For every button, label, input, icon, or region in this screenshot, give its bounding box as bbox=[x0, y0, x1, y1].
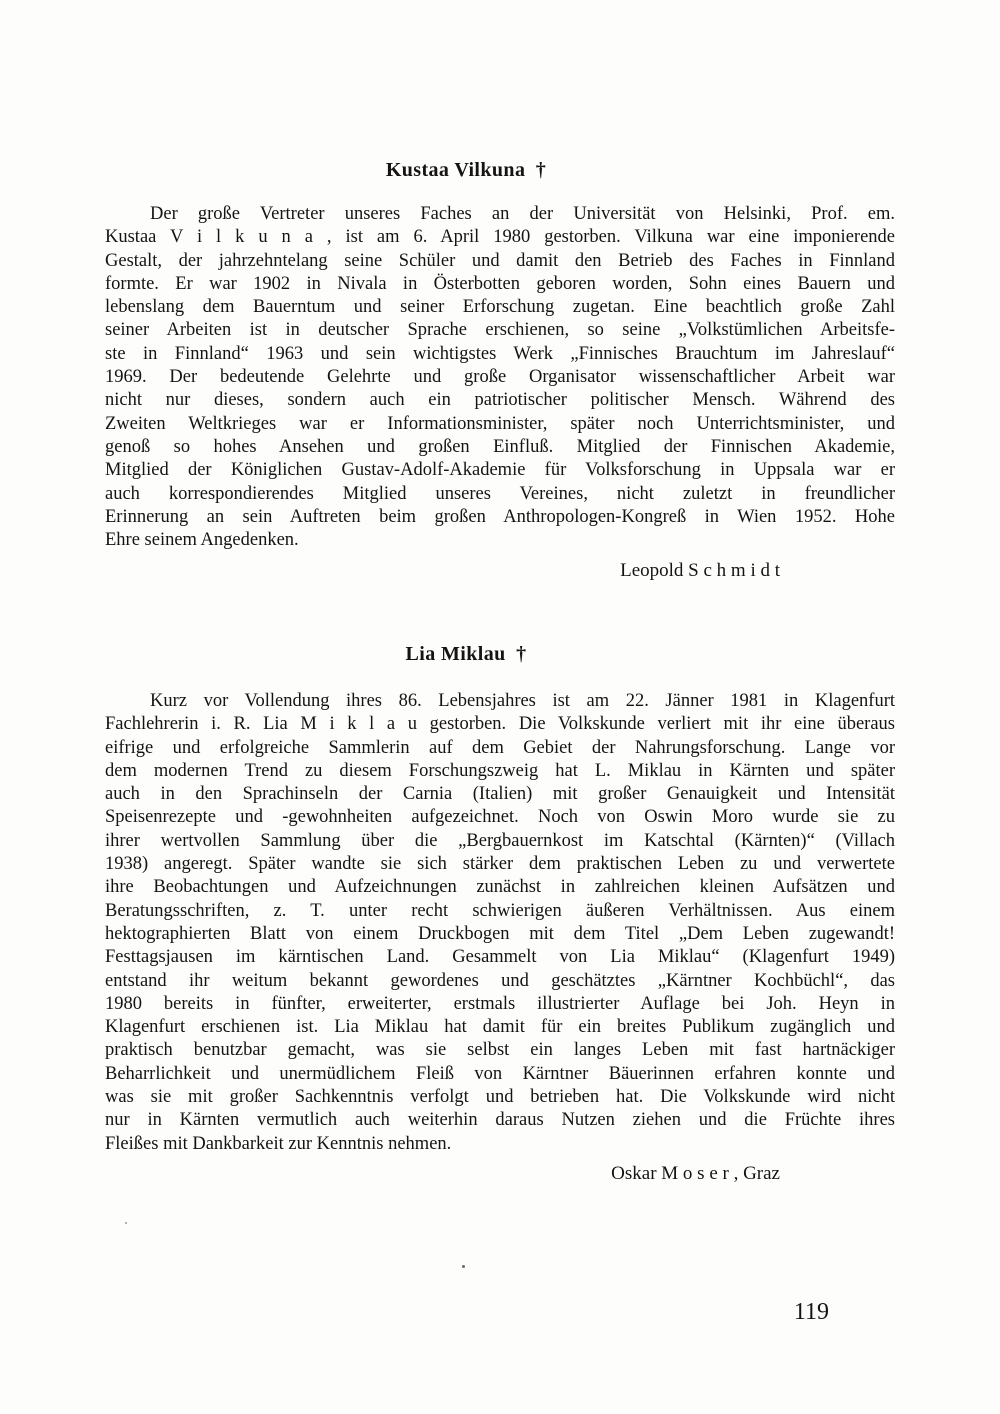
obituary-signature-vilkuna: Leopold S c h m i d t bbox=[620, 560, 780, 581]
text-line: Ehre seinem Angedenken. bbox=[105, 530, 299, 551]
text-line: 1969. Der bedeutende Gelehrte und große Organisator wissenschaftlicher Arbeit war bbox=[105, 367, 895, 388]
text-line: Erinnerung an sein Auftreten beim großen Anthropologen-Kongreß in Wien 1952. Hohe bbox=[105, 506, 895, 527]
text-line: formte. Er war 1902 in Nivala in Österbotten geboren worden, Sohn eines Bauern und bbox=[105, 273, 895, 294]
text-line: Kustaa V i l k u n a , ist am 6. April 1980 gestorben. Vilkuna war eine imponierende bbox=[105, 227, 895, 248]
obituary-title-vilkuna: Kustaa Vilkuna † bbox=[385, 159, 547, 181]
text-line: Klagenfurt erschienen ist. Lia Miklau hat damit für ein breites Publikum zugänglich und bbox=[105, 1017, 895, 1038]
text-line: Zweiten Weltkrieges war er Informationsminister, später noch Unterrichtsminister, und bbox=[105, 413, 895, 434]
page-number: 119 bbox=[793, 1299, 829, 1325]
obituary-text-vilkuna bbox=[105, 203, 895, 552]
text-line: Speisenrezepte und -gewohnheiten aufgezeichnet. Noch von Oswin Moro wurde sie zu bbox=[105, 807, 895, 828]
text-line: auch in den Sprachinseln der Carnia (Italien) mit großer Genauigkeit und Intensität bbox=[105, 784, 895, 805]
obituary-title-miklau: Lia Miklau † bbox=[405, 643, 527, 665]
text-line: seiner Arbeiten ist in deutscher Sprache erschienen, so seine „Volkstümlichen Arbeitsfe- bbox=[105, 320, 895, 341]
scan-artifact-dot bbox=[125, 1222, 127, 1224]
text-line: ste in Finnland“ 1963 und sein wichtigstes Werk „Finnisches Brauchtum im Jahreslauf“ bbox=[105, 343, 895, 364]
text-line: Der große Vertreter unseres Faches an der Universität von Helsinki, Prof. em. bbox=[150, 204, 895, 224]
text-line: eifrige und erfolgreiche Sammlerin auf dem Gebiet der Nahrungsforschung. Lange vor bbox=[105, 737, 895, 758]
text-line: Kurz vor Vollendung ihres 86. Lebensjahres ist am 22. Jänner 1981 in Klagenfurt bbox=[150, 691, 895, 711]
text-line: genoß so hohes Ansehen und großen Einfluß. Mitglied der Finnischen Akademie, bbox=[105, 436, 895, 457]
text-line: Gestalt, der jahrzehntelang seine Schüler und damit den Betrieb des Faches in Finnland bbox=[105, 250, 895, 271]
text-line: Beharrlichkeit und unermüdlichem Fleiß von Kärntner Bäuerinnen erfahren konnte und bbox=[105, 1063, 895, 1084]
text-line: Fachlehrerin i. R. Lia M i k l a u gestorben. Die Volkskunde verliert mit ihr eine überaus bbox=[105, 714, 895, 735]
text-line: Mitglied der Königlichen Gustav-Adolf-Akademie für Volksforschung in Uppsala war er bbox=[105, 460, 895, 481]
scan-artifact-dot bbox=[462, 1265, 465, 1268]
text-line: ihre Beobachtungen und Aufzeichnungen zunächst in zahlreichen kleinen Aufsätzen und bbox=[105, 877, 895, 898]
text-line: auch korrespondierendes Mitglied unseres Vereines, nicht zuletzt in freundlicher bbox=[105, 483, 895, 504]
text-line: Festtagsjausen im kärntischen Land. Gesammelt von Lia Miklau“ (Klagenfurt 1949) bbox=[105, 947, 895, 968]
text-line: ihrer wertvollen Sammlung über die „Bergbauernkost im Katschtal (Kärnten)“ (Villach bbox=[105, 830, 895, 851]
text-line: 1938) angeregt. Später wandte sie sich stärker dem praktischen Leben zu und verwertete bbox=[105, 854, 895, 875]
text-line: Beratungsschriften, z. T. unter recht schwierigen äußeren Verhältnissen. Aus einem bbox=[105, 900, 895, 921]
text-line: was sie mit großer Sachkenntnis verfolgt und betrieben hat. Die Volkskunde wird nicht bbox=[105, 1087, 895, 1108]
text-line: entstand ihr weitum bekannt gewordenes und geschätztes „Kärntner Kochbüchl“, das bbox=[105, 970, 895, 991]
obituary-text-miklau bbox=[105, 690, 895, 1156]
text-line: Fleißes mit Dankbarkeit zur Kenntnis nehmen. bbox=[105, 1133, 452, 1154]
text-line: lebenslang dem Bauerntum und seiner Erforschung zugetan. Eine beachtlich große Zahl bbox=[105, 297, 895, 318]
obituary-signature-miklau: Oskar M o s e r , Graz bbox=[611, 1163, 780, 1184]
text-line: praktisch benutzbar gemacht, was sie selbst ein langes Leben mit fast hartnäckiger bbox=[105, 1040, 895, 1061]
text-line: nicht nur dieses, sondern auch ein patriotischer politischer Mensch. Während des bbox=[105, 390, 895, 411]
text-line: 1980 bereits in fünfter, erweiterter, erstmals illustrierter Auflage bei Joh. Heyn in bbox=[105, 993, 895, 1014]
text-line: hektographierten Blatt von einem Druckbogen mit dem Titel „Dem Leben zugewandt! bbox=[105, 923, 895, 944]
text-line: nur in Kärnten vermutlich auch weiterhin daraus Nutzen ziehen und die Früchte ihres bbox=[105, 1110, 895, 1131]
text-line: dem modernen Trend zu diesem Forschungszweig hat L. Miklau in Kärnten und später bbox=[105, 760, 895, 781]
